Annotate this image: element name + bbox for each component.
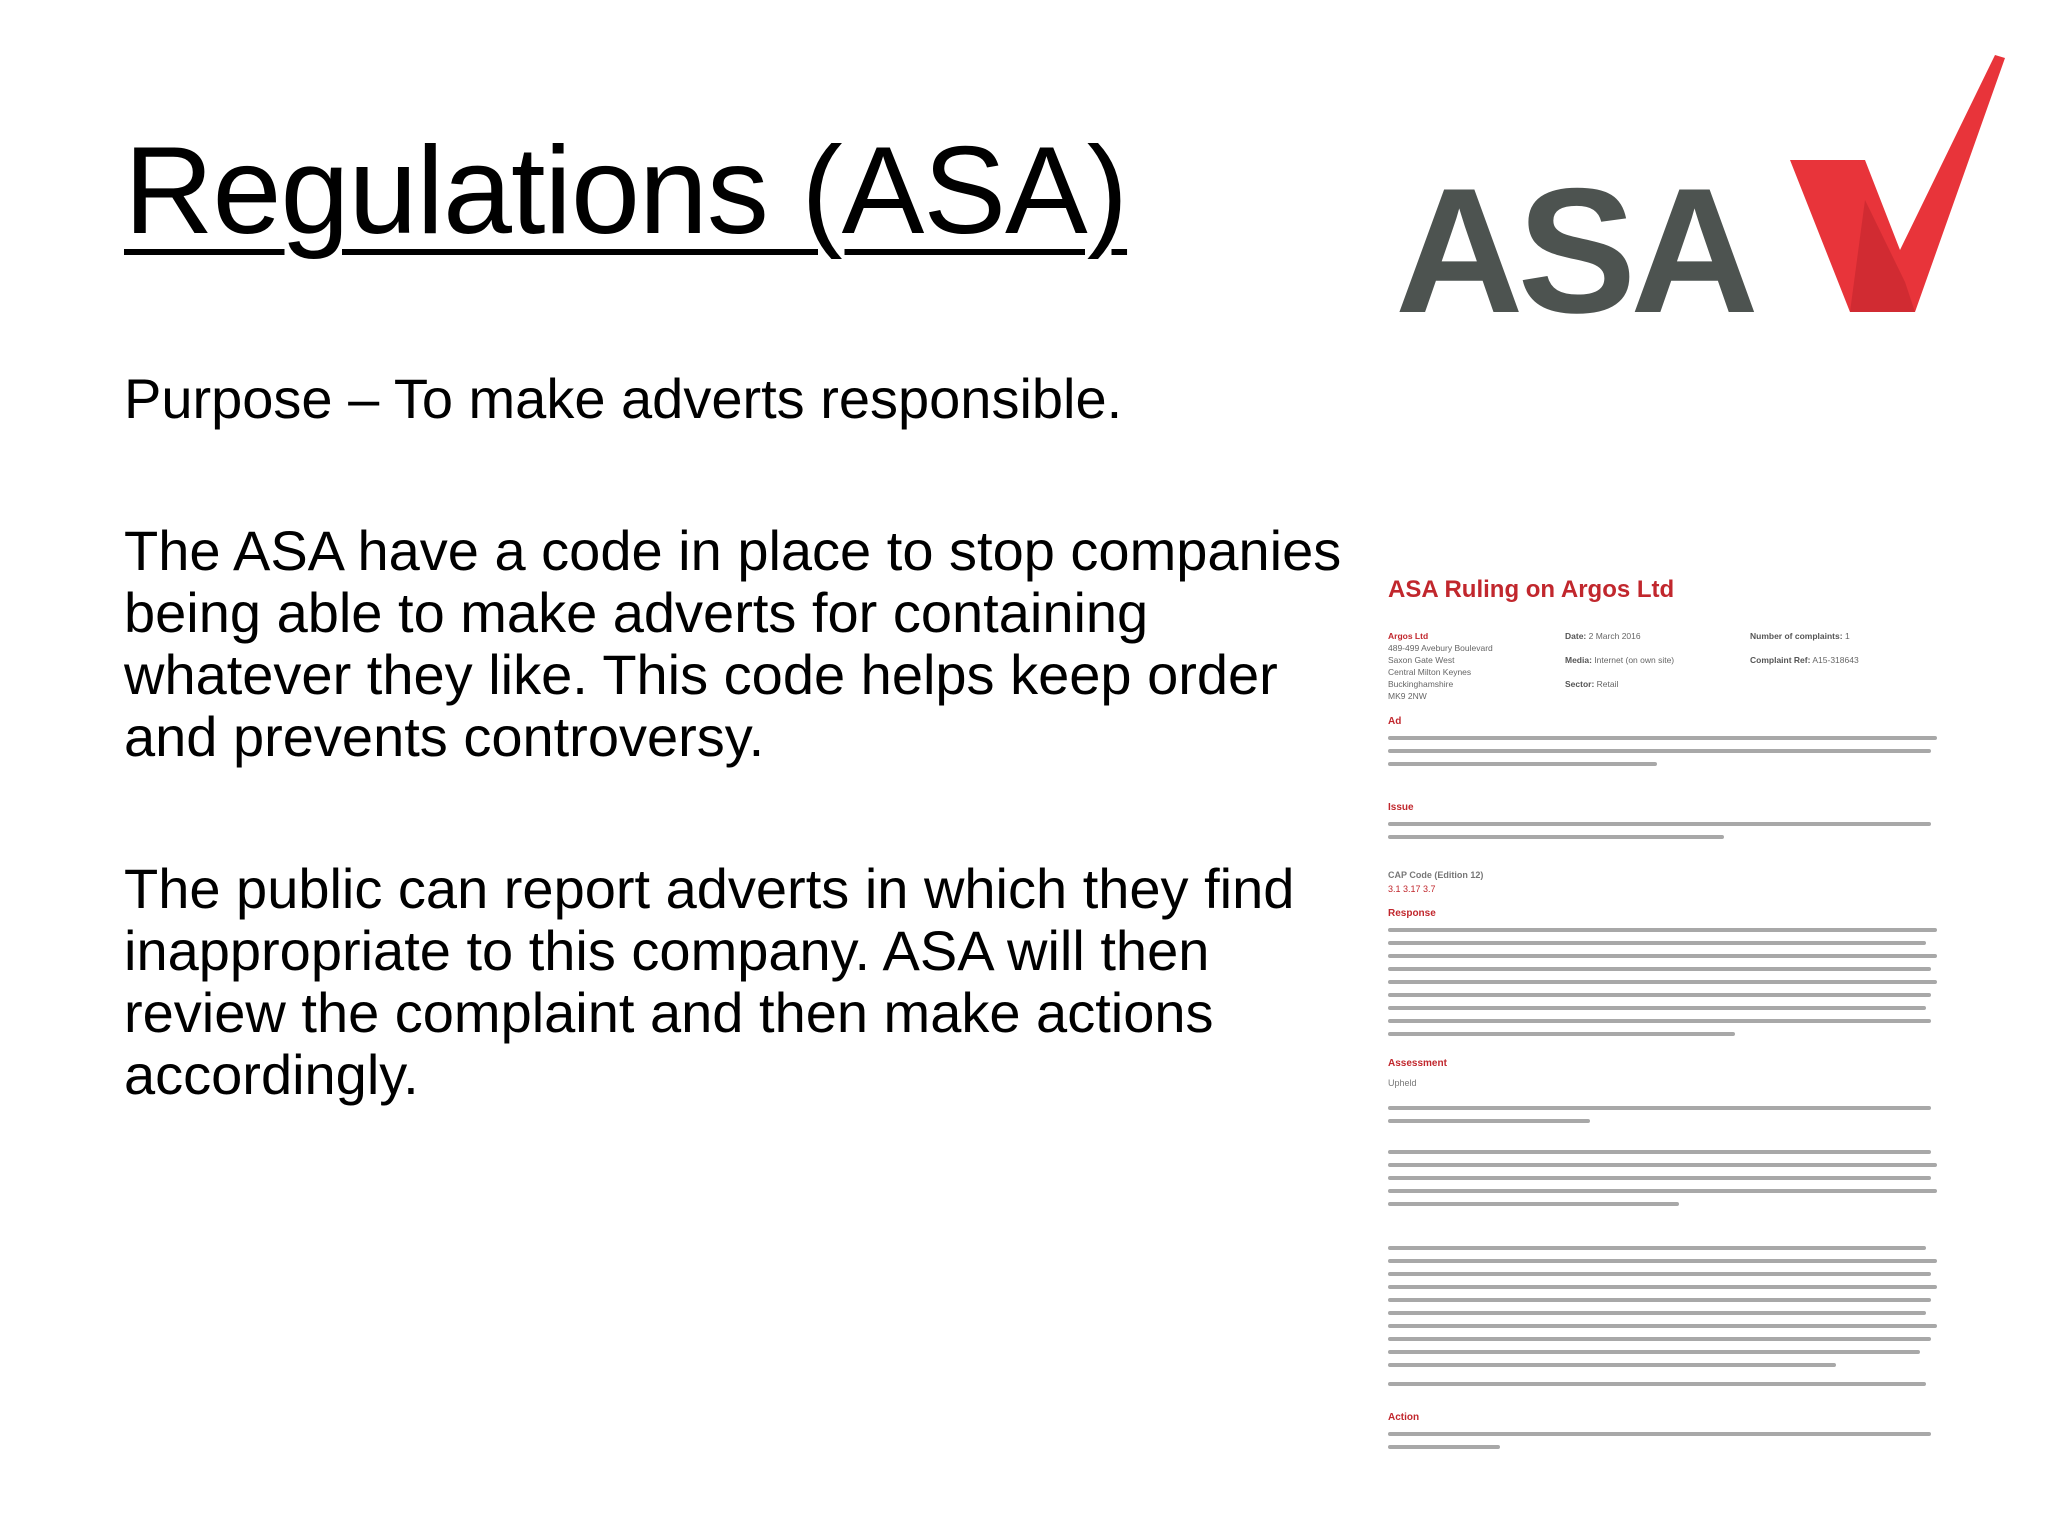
code-paragraph: The ASA have a code in place to stop companies being able to make adverts for containing whatever they like. This code helps keep order and prevents controversy. bbox=[124, 519, 1342, 768]
date-label: Date: bbox=[1565, 631, 1587, 641]
purpose-paragraph: Purpose – To make adverts responsible. bbox=[124, 367, 1123, 430]
response-heading: Response bbox=[1388, 908, 1436, 919]
complaint-ref-value: A15-318643 bbox=[1812, 655, 1859, 665]
company-address: 489-499 Avebury Boulevard Saxon Gate West Central Milton Keynes Buckinghamshire MK9 2NW bbox=[1388, 643, 1493, 701]
action-heading: Action bbox=[1388, 1412, 1420, 1423]
cap-rules: 3.1 3.17 3.7 bbox=[1388, 884, 1436, 894]
assessment-text-lines-1 bbox=[1388, 1106, 1948, 1132]
slide-title: Regulations (ASA) bbox=[124, 122, 1128, 260]
action-text-lines bbox=[1388, 1432, 1948, 1458]
document-title: ASA Ruling on Argos Ltd bbox=[1388, 576, 1675, 603]
ruling-details-block bbox=[1565, 618, 1674, 702]
date-value: 2 March 2016 bbox=[1588, 631, 1641, 641]
assessment-verdict: Upheld bbox=[1388, 1078, 1417, 1088]
cap-code-heading: CAP Code (Edition 12) bbox=[1388, 870, 1484, 880]
issue-heading: Issue bbox=[1388, 802, 1414, 813]
complaint-details-block bbox=[1750, 618, 1859, 678]
issue-text-lines bbox=[1388, 822, 1948, 848]
asa-logo-graphic bbox=[1395, 50, 2015, 330]
complaint-ref-label: Complaint Ref: bbox=[1750, 655, 1811, 665]
response-text-lines bbox=[1388, 928, 1948, 1045]
asa-logo bbox=[1395, 50, 2015, 330]
assessment-text-lines-3 bbox=[1388, 1246, 1948, 1376]
sector-label: Sector: bbox=[1565, 679, 1595, 689]
assessment-text-lines-2 bbox=[1388, 1150, 1948, 1215]
sector-value: Retail bbox=[1596, 679, 1619, 689]
media-label: Media: bbox=[1565, 655, 1592, 665]
ad-text-lines bbox=[1388, 736, 1948, 775]
company-address-block bbox=[1388, 618, 1493, 714]
asa-logo-text: ASA bbox=[1395, 151, 1753, 330]
assessment-heading: Assessment bbox=[1388, 1058, 1447, 1069]
complaints-label: Number of complaints: bbox=[1750, 631, 1843, 641]
company-name: Argos Ltd bbox=[1388, 631, 1429, 641]
complaints-value: 1 bbox=[1844, 631, 1850, 641]
ruling-document bbox=[1370, 540, 1960, 1470]
media-value: Internet (on own site) bbox=[1594, 655, 1675, 665]
public-report-paragraph: The public can report adverts in which they find inappropriate to this company. ASA will then review the complaint and then make actions accordingly. bbox=[124, 857, 1295, 1106]
assessment-text-lines-4 bbox=[1388, 1382, 1948, 1395]
ad-heading: Ad bbox=[1388, 716, 1402, 727]
